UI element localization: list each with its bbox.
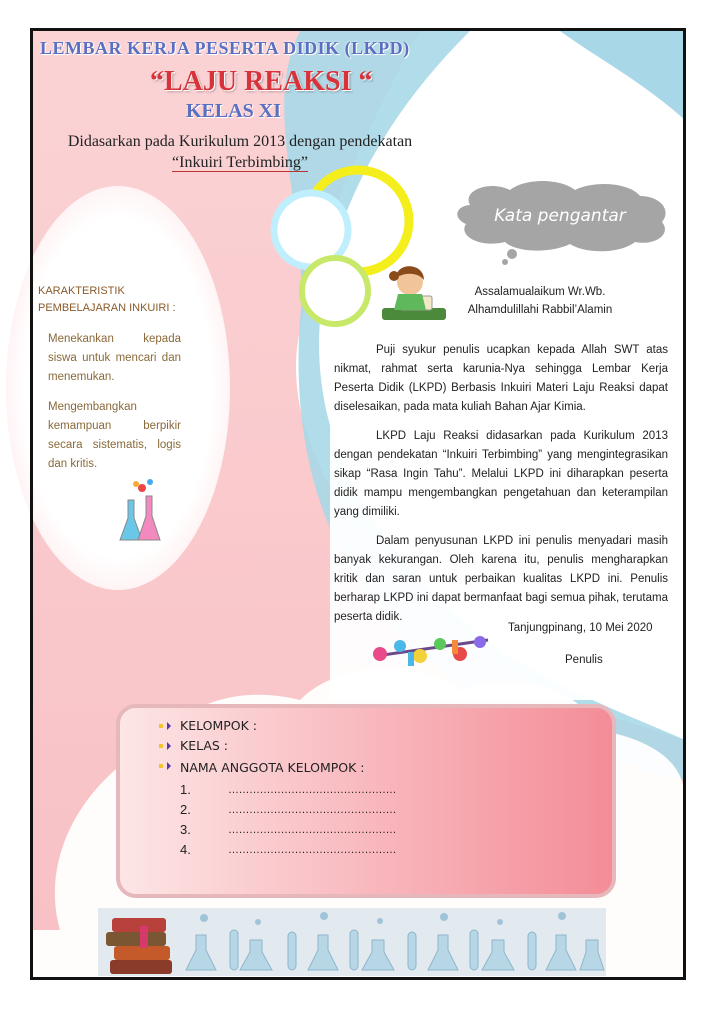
field-kelas[interactable]: KELAS : (180, 738, 229, 753)
signer-name: Penulis (565, 654, 603, 666)
greeting-salam: Assalamualaikum Wr.Wb. (474, 286, 606, 298)
karakteristik-heading-line-1: KARAKTERISTIK (38, 285, 125, 297)
karakteristik-heading-line-2: PEMBELAJARAN INKUIRI : (38, 302, 176, 314)
title-laju-reaksi: “LAJU REAKSI “ (150, 66, 373, 97)
member-blank[interactable]: ………………………………………… (228, 844, 396, 856)
field-nama-anggota[interactable]: NAMA ANGGOTA KELOMPOK : (180, 760, 365, 775)
member-number: 2. (180, 802, 191, 817)
preface-paragraph: LKPD Laju Reaksi didasarkan pada Kurikulum 2013 dengan pendekatan “Inkuiri Terbimbing” yang mengintegrasikan sikap “Rasa Ingin Tahu”. Melalui LKPD ini diharapkan peserta didik mampu mengembangkan pengetahuan dan keterampilan yang dimiliki. (334, 430, 668, 518)
greeting-hamdalah: Alhamdulillahi Rabbil’Alamin (467, 304, 613, 316)
member-blank[interactable]: ………………………………………… (228, 824, 396, 836)
member-number: 1. (180, 782, 191, 797)
subtitle-curriculum (50, 131, 430, 173)
field-kelompok[interactable]: KELOMPOK : (180, 718, 257, 733)
subtitle-line-1: Didasarkan pada Kurikulum 2013 dengan pendekatan (67, 133, 413, 150)
karakteristik-point: Menekankan kepada siswa untuk mencari dan menemukan. (48, 333, 181, 383)
pin-bullet-icon (158, 759, 172, 773)
member-number: 4. (180, 842, 191, 857)
member-number: 3. (180, 822, 191, 837)
pin-bullet-icon (158, 739, 172, 753)
preface-paragraph: Dalam penyusunan LKPD ini penulis menyadari masih banyak kekurangan. Oleh karena itu, penulis mengharapkan kritik dan saran untuk perbaikan kualitas LKPD ini. Penulis berharap LKPD ini dapat bermanfaat bagi semua pihak, terutama peserta didik. (334, 535, 668, 623)
member-blank[interactable]: ………………………………………… (228, 804, 396, 816)
title-lkpd: LEMBAR KERJA PESERTA DIDIK (LKPD) (40, 38, 410, 58)
karakteristik-point: Mengembangkan kemampuan berpikir secara sistematis, logis dan kritis. (48, 401, 181, 470)
place-date: Tanjungpinang, 10 Mei 2020 (508, 622, 653, 634)
preface-paragraph: Puji syukur penulis ucapkan kepada Allah SWT atas nikmat, rahmat serta karunia-Nya sehingga Lembar Kerja Peserta Didik (LKPD) Berbasis Inkuiri Materi Laju Reaksi dapat diselesaikan, pada mata kuliah Bahan Ajar Kimia. (334, 344, 668, 413)
title-kelas: KELAS XI (186, 100, 282, 122)
pin-bullet-icon (158, 719, 172, 733)
subtitle-line-2 (50, 152, 430, 173)
subtitle-approach: “Inkuiri Terbimbing” (172, 154, 308, 171)
member-blank[interactable]: ………………………………………… (228, 784, 396, 796)
karakteristik-heading (38, 283, 198, 317)
kata-pengantar-label: Kata pengantar (494, 206, 626, 226)
